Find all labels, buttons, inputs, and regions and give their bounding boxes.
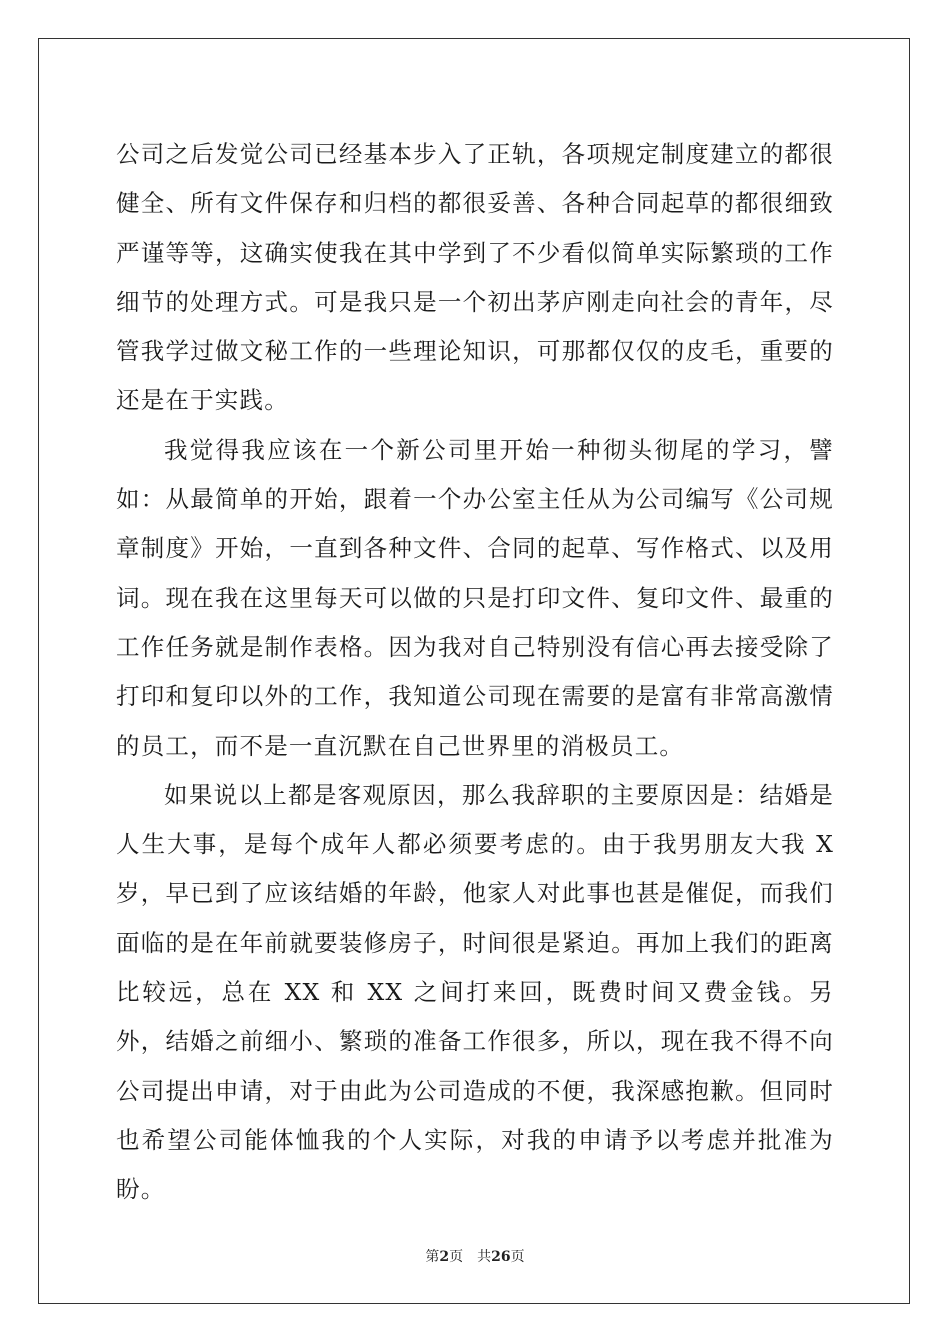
page-label-prefix: 第 [425,1249,440,1265]
page-number: 2 [439,1249,450,1265]
document-body [116,130,834,1215]
total-pages: 26 [491,1249,511,1265]
paragraph: 如果说以上都是客观原因，那么我辞职的主要原因是：结婚是人生大事，是每个成年人都必须要考虑的。由于我男朋友大我 X 岁，早已到了应该结婚的年龄，他家人对此事也甚是催促，而我们面临的是在年前就要装修房子，时间很是紧迫。再加上我们的距离比较远，总在 XX 和 XX 之间打来回，既费时间又费金钱。另外，结婚之前细小、繁琐的准备工作很多，所以，现在我不得不向公司提出申请，对于由此为公司造成的不便，我深感抱歉。但同时也希望公司能体恤我的个人实际，对我的申请予以考虑并批准为盼。 [116,780,834,1204]
paragraph: 我觉得我应该在一个新公司里开始一种彻头彻尾的学习，譬如：从最简单的开始，跟着一个办公室主任从为公司编写《公司规章制度》开始，一直到各种文件、合同的起草、写作格式、以及用词。现在我在这里每天可以做的只是打印文件、复印文件、最重的工作任务就是制作表格。因为我对自己特别没有信心再去接受除了打印和复印以外的工作，我知道公司现在需要的是富有非常高激情的员工，而不是一直沉默在自己世界里的消极员工。 [116,435,834,760]
page-footer [0,1246,950,1266]
paragraph: 公司之后发觉公司已经基本步入了正轨，各项规定制度建立的都很健全、所有文件保存和归档的都很妥善、各种合同起草的都很细致严谨等等，这确实使我在其中学到了不少看似简单实际繁琐的工作细节的处理方式。可是我只是一个初出茅庐刚走向社会的青年，尽管我学过做文秘工作的一些理论知识，可那都仅仅的皮毛，重要的还是在于实践。 [116,140,834,415]
page-label-suffix: 页 [449,1249,464,1265]
total-label-prefix: 共 [477,1249,492,1265]
total-label-suffix: 页 [510,1249,525,1265]
